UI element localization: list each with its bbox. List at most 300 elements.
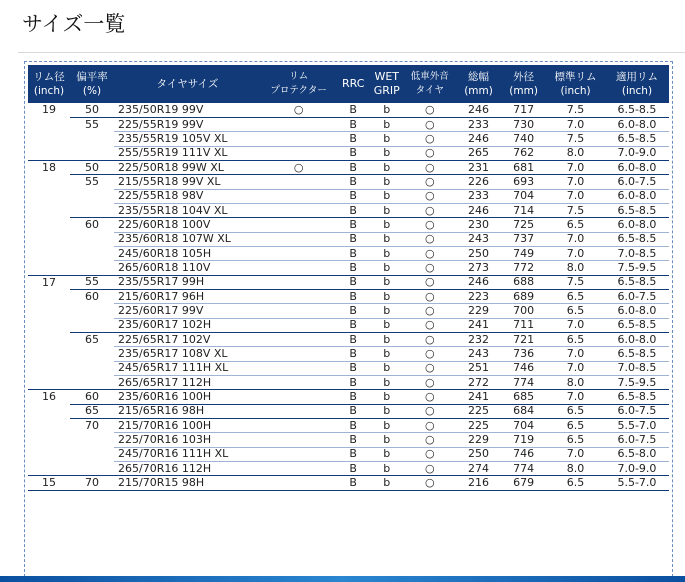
cell-rrc: B [336,447,370,461]
cell-section-width: 246 [456,132,501,146]
cell-section-width: 241 [456,390,501,404]
cell-outer-diameter: 746 [501,447,546,461]
table-row [28,218,669,232]
cell-aspect-ratio: 65 [70,404,114,418]
cell-tire-size: 235/55R17 99H [114,275,261,289]
table-row [28,175,669,189]
cell-rim-diameter [28,318,70,332]
cell-standard-rim: 6.5 [546,404,605,418]
cell-aspect-ratio: 50 [70,103,114,117]
cell-low-noise: ○ [404,347,456,361]
cell-section-width: 265 [456,146,501,160]
cell-wet-grip: b [370,376,404,390]
table-row [28,261,669,275]
cell-rrc: B [336,232,370,246]
cell-section-width: 223 [456,289,501,303]
cell-wet-grip: b [370,347,404,361]
cell-tire-size: 215/65R16 98H [114,404,261,418]
table-row [28,333,669,347]
cell-standard-rim: 7.5 [546,132,605,146]
cell-low-noise: ○ [404,160,456,174]
cell-applicable-rim: 6.0-7.5 [605,433,669,447]
cell-applicable-rim: 6.5-8.0 [605,447,669,461]
cell-standard-rim: 8.0 [546,146,605,160]
table-row [28,476,669,490]
cell-outer-diameter: 688 [501,275,546,289]
cell-applicable-rim: 5.5-7.0 [605,476,669,490]
cell-rim-protector [261,476,337,490]
cell-rim-diameter [28,289,70,303]
table-row [28,433,669,447]
cell-standard-rim: 6.5 [546,419,605,433]
cell-low-noise: ○ [404,117,456,131]
cell-section-width: 250 [456,246,501,260]
cell-wet-grip: b [370,433,404,447]
cell-rim-protector [261,404,337,418]
cell-outer-diameter: 685 [501,390,546,404]
cell-rim-diameter: 15 [28,476,70,490]
cell-rim-protector [261,447,337,461]
cell-tire-size: 225/55R18 98V [114,189,261,203]
cell-wet-grip: b [370,146,404,160]
cell-standard-rim: 7.5 [546,203,605,217]
cell-tire-size: 235/55R19 105V XL [114,132,261,146]
cell-aspect-ratio: 60 [84,289,99,303]
header-aspect-ratio: 偏平率 (%) [70,65,114,103]
cell-rim-diameter [28,347,70,361]
cell-aspect-ratio [70,361,114,375]
cell-rim-diameter: 16 [41,390,56,404]
cell-section-width: 226 [456,175,501,189]
cell-section-width: 246 [456,275,501,289]
cell-section-width: 243 [456,232,501,246]
cell-rim-diameter [28,447,70,461]
table-row [28,289,669,303]
table-row [28,203,669,217]
cell-applicable-rim: 6.0-8.0 [605,189,669,203]
cell-outer-diameter: 725 [501,218,546,232]
cell-aspect-ratio [70,132,114,146]
cell-standard-rim: 7.0 [546,175,605,189]
cell-standard-rim: 7.0 [546,361,605,375]
cell-tire-size: 235/60R16 100H [114,390,261,404]
cell-tire-size: 225/50R18 99W XL [114,160,261,174]
cell-aspect-ratio: 55 [70,275,114,289]
cell-rim-protector [261,275,337,289]
cell-rim-protector [261,117,337,131]
cell-applicable-rim: 5.5-7.0 [605,419,669,433]
cell-rim-diameter [28,462,70,476]
cell-tire-size: 235/60R17 102H [114,318,261,332]
cell-rim-diameter [28,246,70,260]
table-row [28,304,669,318]
cell-aspect-ratio [70,261,114,275]
cell-applicable-rim: 6.0-7.5 [605,404,669,418]
cell-low-noise: ○ [404,318,456,332]
cell-rrc: B [336,132,370,146]
cell-outer-diameter: 679 [501,476,546,490]
cell-section-width: 229 [456,433,501,447]
cell-rrc: B [336,175,370,189]
cell-rim-protector [261,318,337,332]
cell-applicable-rim: 6.0-7.5 [605,175,669,189]
cell-rim-diameter [28,333,70,347]
cell-rim-protector [261,261,337,275]
cell-applicable-rim: 7.5-9.5 [605,261,669,275]
cell-tire-size: 215/70R15 98H [114,476,261,490]
cell-rrc: B [336,218,370,232]
cell-standard-rim: 6.5 [546,304,605,318]
cell-rim-protector [261,361,337,375]
cell-aspect-ratio: 70 [84,418,99,432]
cell-low-noise: ○ [404,433,456,447]
cell-applicable-rim: 7.0-8.5 [605,246,669,260]
cell-applicable-rim: 6.0-8.0 [605,333,669,347]
cell-standard-rim: 7.0 [546,447,605,461]
header-low-noise: 低車外音 タイヤ [404,65,456,103]
table-row [28,447,669,461]
cell-rim-protector [261,390,337,404]
cell-low-noise: ○ [404,175,456,189]
cell-aspect-ratio [70,304,114,318]
cell-outer-diameter: 681 [501,160,546,174]
cell-low-noise: ○ [404,232,456,246]
cell-section-width: 233 [456,117,501,131]
table-row [28,189,669,203]
cell-tire-size: 245/70R16 111H XL [114,447,261,461]
cell-low-noise: ○ [404,361,456,375]
cell-rrc: B [336,318,370,332]
cell-rim-diameter [28,304,70,318]
cell-section-width: 225 [456,404,501,418]
cell-applicable-rim: 7.0-9.0 [605,146,669,160]
cell-tire-size: 225/65R17 102V [114,333,261,347]
cell-section-width: 241 [456,318,501,332]
header-applicable-rim: 適用リム (inch) [605,65,669,103]
cell-rrc: B [336,333,370,347]
cell-rim-protector [261,218,337,232]
page-title: サイズ一覧 [22,12,126,36]
cell-aspect-ratio [70,318,114,332]
cell-wet-grip: b [370,419,404,433]
cell-tire-size: 225/60R18 100V [114,218,261,232]
table-header-row [28,65,669,103]
cell-outer-diameter: 737 [501,232,546,246]
cell-tire-size: 225/55R19 99V [114,117,261,131]
cell-outer-diameter: 774 [501,376,546,390]
cell-rrc: B [336,275,370,289]
cell-low-noise: ○ [404,376,456,390]
cell-rim-diameter: 19 [41,103,56,117]
cell-outer-diameter: 730 [501,117,546,131]
cell-applicable-rim: 6.5-8.5 [605,390,669,404]
cell-low-noise: ○ [404,246,456,260]
cell-wet-grip: b [370,404,404,418]
cell-rim-protector [261,304,337,318]
cell-tire-size: 235/50R19 99V [114,103,261,117]
cell-rrc: B [336,203,370,217]
cell-aspect-ratio: 65 [84,332,99,346]
cell-tire-size: 225/60R17 99V [114,304,261,318]
cell-aspect-ratio [70,246,114,260]
table-row [28,419,669,433]
cell-outer-diameter: 736 [501,347,546,361]
cell-aspect-ratio [70,447,114,461]
cell-standard-rim: 6.5 [546,218,605,232]
cell-aspect-ratio [70,433,114,447]
cell-low-noise: ○ [404,390,456,404]
cell-rrc: B [336,404,370,418]
table-row [28,275,669,289]
cell-wet-grip: b [370,462,404,476]
cell-low-noise: ○ [404,404,456,418]
cell-rim-diameter: 18 [41,160,56,174]
cell-standard-rim: 7.5 [546,103,605,117]
cell-outer-diameter: 719 [501,433,546,447]
cell-rrc: B [336,476,370,490]
cell-rrc: B [336,433,370,447]
cell-wet-grip: b [370,304,404,318]
cell-aspect-ratio [70,462,114,476]
cell-applicable-rim: 7.5-9.5 [605,376,669,390]
cell-standard-rim: 7.0 [546,232,605,246]
cell-rrc: B [336,103,370,117]
cell-rim-diameter [28,404,70,418]
cell-outer-diameter: 740 [501,132,546,146]
cell-wet-grip: b [370,447,404,461]
cell-rim-diameter [28,218,70,232]
cell-applicable-rim: 7.0-8.5 [605,361,669,375]
cell-rrc: B [336,462,370,476]
cell-tire-size: 245/60R18 105H [114,246,261,260]
cell-rim-diameter [28,132,70,146]
cell-rrc: B [336,347,370,361]
cell-low-noise: ○ [404,462,456,476]
cell-wet-grip: b [370,333,404,347]
cell-applicable-rim: 6.5-8.5 [605,347,669,361]
cell-rrc: B [336,261,370,275]
table-row [28,103,669,117]
cell-tire-size: 215/55R18 99V XL [114,175,261,189]
cell-rrc: B [336,160,370,174]
cell-outer-diameter: 749 [501,246,546,260]
cell-section-width: 225 [456,419,501,433]
cell-outer-diameter: 717 [501,103,546,117]
cell-section-width: 274 [456,462,501,476]
table-row [28,318,669,332]
cell-low-noise: ○ [404,419,456,433]
cell-low-noise: ○ [404,304,456,318]
cell-applicable-rim: 6.5-8.5 [605,232,669,246]
cell-section-width: 250 [456,447,501,461]
cell-rim-protector [261,175,337,189]
cell-section-width: 273 [456,261,501,275]
cell-standard-rim: 7.0 [546,246,605,260]
cell-outer-diameter: 689 [501,289,546,303]
cell-applicable-rim: 6.0-7.5 [605,289,669,303]
table-row [28,361,669,375]
cell-rim-diameter [28,175,70,189]
cell-wet-grip: b [370,261,404,275]
cell-wet-grip: b [370,246,404,260]
cell-standard-rim: 7.0 [546,390,605,404]
cell-rim-protector [261,246,337,260]
table-row [28,160,669,174]
header-outer-diameter: 外径 (mm) [501,65,546,103]
cell-section-width: 230 [456,218,501,232]
cell-wet-grip: b [370,132,404,146]
cell-rrc: B [336,246,370,260]
cell-wet-grip: b [370,390,404,404]
cell-rim-protector [261,333,337,347]
cell-standard-rim: 6.5 [546,433,605,447]
cell-tire-size: 215/70R16 100H [114,419,261,433]
cell-rim-diameter [28,361,70,375]
cell-rim-diameter [28,146,70,160]
cell-low-noise: ○ [404,189,456,203]
footer-bar [0,576,685,582]
cell-rim-protector [261,433,337,447]
cell-rim-diameter [28,419,70,433]
cell-aspect-ratio [70,203,114,217]
cell-rrc: B [336,289,370,303]
cell-rim-diameter [28,376,70,390]
table-row [28,132,669,146]
cell-outer-diameter: 774 [501,462,546,476]
cell-tire-size: 235/65R17 108V XL [114,347,261,361]
cell-tire-size: 235/60R18 107W XL [114,232,261,246]
cell-tire-size: 265/65R17 112H [114,376,261,390]
cell-low-noise: ○ [404,333,456,347]
cell-aspect-ratio [70,347,114,361]
header-rrc: RRC [336,65,370,103]
cell-tire-size: 265/70R16 112H [114,462,261,476]
cell-standard-rim: 6.5 [546,289,605,303]
size-table-frame [24,61,673,582]
cell-rrc: B [336,146,370,160]
table-row [28,146,669,160]
cell-section-width: 243 [456,347,501,361]
cell-aspect-ratio: 55 [84,175,99,189]
size-table [28,65,669,491]
cell-outer-diameter: 704 [501,419,546,433]
cell-rim-protector [261,376,337,390]
cell-section-width: 233 [456,189,501,203]
cell-low-noise: ○ [404,261,456,275]
cell-rim-protector [261,289,337,303]
cell-outer-diameter: 721 [501,333,546,347]
size-table-body [28,103,669,490]
cell-rim-diameter [28,203,70,217]
cell-standard-rim: 8.0 [546,376,605,390]
cell-wet-grip: b [370,203,404,217]
table-row [28,117,669,131]
cell-section-width: 231 [456,160,501,174]
table-row [28,376,669,390]
cell-low-noise: ○ [404,476,456,490]
cell-outer-diameter: 772 [501,261,546,275]
cell-applicable-rim: 6.5-8.5 [605,103,669,117]
cell-rim-protector [261,203,337,217]
cell-section-width: 229 [456,304,501,318]
cell-rrc: B [336,361,370,375]
cell-applicable-rim: 6.0-8.0 [605,304,669,318]
cell-low-noise: ○ [404,132,456,146]
cell-rim-protector [261,189,337,203]
cell-standard-rim: 7.0 [546,318,605,332]
cell-applicable-rim: 6.5-8.5 [605,203,669,217]
cell-section-width: 216 [456,476,501,490]
cell-standard-rim: 6.5 [546,476,605,490]
cell-tire-size: 235/55R18 104V XL [114,203,261,217]
cell-rim-protector: ○ [261,160,337,174]
cell-section-width: 246 [456,203,501,217]
cell-rim-diameter [28,261,70,275]
cell-tire-size: 225/70R16 103H [114,433,261,447]
table-row [28,390,669,404]
cell-wet-grip: b [370,275,404,289]
cell-outer-diameter: 746 [501,361,546,375]
cell-wet-grip: b [370,318,404,332]
cell-rrc: B [336,376,370,390]
cell-applicable-rim: 6.5-8.5 [605,132,669,146]
cell-wet-grip: b [370,289,404,303]
cell-standard-rim: 7.0 [546,160,605,174]
cell-outer-diameter: 711 [501,318,546,332]
cell-standard-rim: 7.5 [546,275,605,289]
cell-rrc: B [336,189,370,203]
header-tire-size: タイヤサイズ [114,65,261,103]
cell-aspect-ratio: 60 [70,390,114,404]
cell-rim-diameter: 17 [41,275,56,289]
cell-section-width: 251 [456,361,501,375]
cell-rim-protector: ○ [261,103,337,117]
title-divider [18,52,685,53]
cell-outer-diameter: 684 [501,404,546,418]
cell-wet-grip: b [370,218,404,232]
cell-outer-diameter: 700 [501,304,546,318]
cell-low-noise: ○ [404,447,456,461]
cell-applicable-rim: 6.5-8.5 [605,318,669,332]
cell-section-width: 246 [456,103,501,117]
cell-applicable-rim: 6.0-8.0 [605,160,669,174]
cell-section-width: 232 [456,333,501,347]
cell-wet-grip: b [370,103,404,117]
cell-standard-rim: 7.0 [546,189,605,203]
cell-rrc: B [336,419,370,433]
header-wet-grip: WET GRIP [370,65,404,103]
cell-wet-grip: b [370,232,404,246]
cell-rim-diameter [28,433,70,447]
cell-aspect-ratio: 55 [84,117,99,131]
cell-aspect-ratio: 70 [70,476,114,490]
cell-outer-diameter: 714 [501,203,546,217]
cell-standard-rim: 8.0 [546,462,605,476]
cell-aspect-ratio [70,146,114,160]
cell-applicable-rim: 6.0-8.0 [605,218,669,232]
cell-applicable-rim: 6.5-8.5 [605,275,669,289]
cell-rim-protector [261,146,337,160]
cell-aspect-ratio: 60 [84,218,99,232]
cell-rrc: B [336,117,370,131]
table-row [28,462,669,476]
header-rim-diameter: リム径 (inch) [28,65,70,103]
cell-tire-size: 255/55R19 111V XL [114,146,261,160]
cell-aspect-ratio [70,189,114,203]
table-row [28,347,669,361]
cell-wet-grip: b [370,175,404,189]
cell-rim-protector [261,347,337,361]
